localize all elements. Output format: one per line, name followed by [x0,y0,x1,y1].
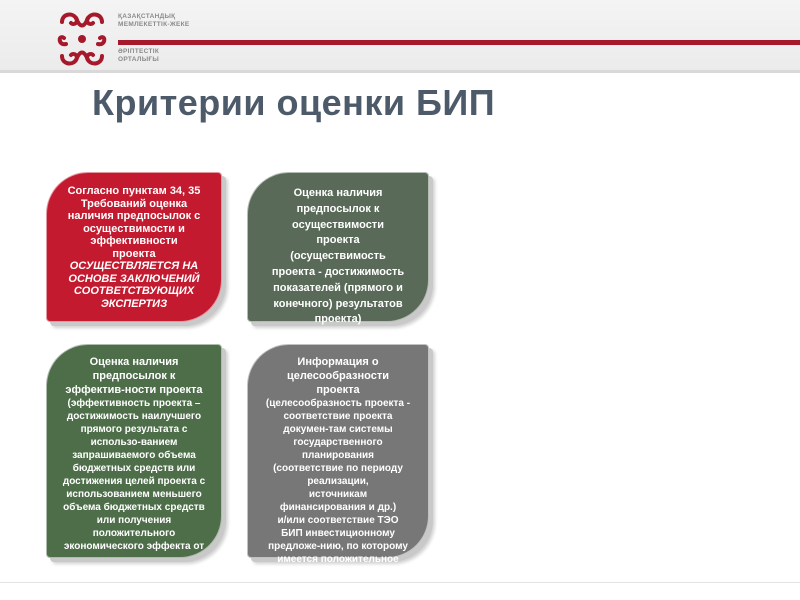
org-line-1: ҚАЗАҚСТАНДЫҚ [118,13,176,20]
org-line-2: МЕМЛЕКЕТТІК-ЖЕКЕ [118,21,190,28]
card-text: запрашиваемого объема [72,450,196,461]
card-text: осуществимости и [83,222,185,235]
card-text: использованием меньшего [66,489,202,500]
card-text: положительного [92,528,176,539]
card-text: использо-ванием [90,437,178,448]
card-text: бюджетных средств или [72,463,196,474]
org-name-bottom [118,48,159,64]
page-title: Критерии оценки БИП [92,82,496,123]
card-heading: Оценка наличия [293,187,383,199]
card-text: имеется положительное [277,554,399,565]
card-text: источникам [308,489,368,500]
card-text: предложе-нию, по которому [268,541,408,552]
card-text: наличия предпосылок с [67,210,201,222]
card-text: или получения [96,515,172,526]
card-text: реализации, [307,476,369,487]
card-text: достижения целей проекта с [62,476,206,487]
card-heading: осуществимости [292,218,384,231]
criteria-card-expertise [46,172,222,322]
criteria-card-feasibility [247,172,429,326]
card-emphasis: СООТВЕТСТВУЮЩИХ [73,285,195,297]
ornament-logo-icon [54,8,110,70]
card-text: планирования [302,450,374,461]
card-heading: Информация о [297,356,379,368]
criteria-card-expediency [247,344,429,565]
card-heading: проекта [316,234,360,247]
card-text: показателей (прямого и [273,281,403,294]
card-text: и/или соответствие ТЭО [277,515,399,526]
card-emphasis: ОСНОВЕ ЗАКЛЮЧЕНИЙ [68,272,200,285]
card-heading: проекта [316,384,360,396]
header-divider [0,70,800,73]
card-text: государственного [293,437,383,448]
card-text: БИП инвестиционному [281,528,395,539]
footer-divider [0,582,800,583]
card-text: (соответствие по периоду [273,463,403,474]
card-text: финансирования и др.) [279,502,397,513]
brand-stripe [118,40,800,45]
card-heading: предпосылок к [296,202,380,215]
card-text: прямого результата с [80,424,188,435]
card-heading: эффектив-ности проекта [65,384,203,396]
card-emphasis: ЭКСПЕРТИЗ [100,297,168,310]
card-text: объема бюджетных средств [63,502,205,513]
card-text: Согласно пунктам 34, 35 [67,185,201,197]
card-text: достижимость наилучшего [66,411,202,422]
card-heading: Оценка наличия [89,356,179,368]
card-text: докумен-там системы [283,424,393,435]
org-line-4: ОРТАЛЫҒЫ [118,56,160,63]
card-text: эффективности [90,235,178,247]
card-text: (осуществимость [290,250,386,263]
card-text: проекта [112,247,156,260]
card-heading: предпосылок к [92,370,176,382]
card-text: проекта - достижимость [271,265,405,278]
card-text: соответствие проекта [283,411,393,422]
criteria-card-efficiency [46,344,222,558]
org-name-top [118,13,190,29]
card-text: Требований оценка [80,197,188,210]
card-text: проекта) [314,313,362,326]
card-heading: целесообразности [287,370,389,382]
card-text: экономического эффекта от [63,541,205,552]
org-line-3: ӘРІПТЕСТІК [118,48,160,55]
card-emphasis: ОСУЩЕСТВЛЯЕТСЯ НА [69,260,199,272]
card-text: конечного) результатов [273,297,403,310]
card-text: (эффективность проекта – [67,398,201,409]
card-text: (целесообразность проекта - [265,398,411,409]
